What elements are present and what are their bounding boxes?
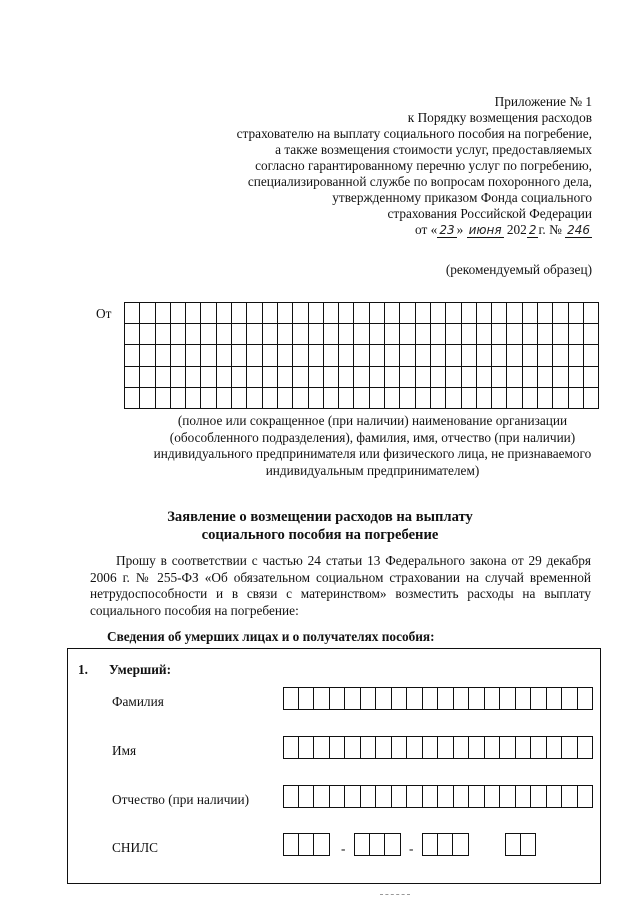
from-grid-cell[interactable] [156,388,171,409]
from-grid-cell[interactable] [538,345,553,366]
from-grid-cell[interactable] [217,388,232,409]
header-line-2: к Порядку возмещения расходов [407,110,592,125]
header-line-5: согласно гарантированному перечню услуг по погребению, [255,158,592,173]
from-grid-cell[interactable] [263,324,278,345]
from-grid-cell[interactable] [446,324,461,345]
from-grid-cell[interactable] [553,367,568,388]
from-grid-cell[interactable] [553,388,568,409]
from-grid-cell[interactable] [446,367,461,388]
from-grid-cell[interactable] [125,324,140,345]
from-grid-cell[interactable] [492,367,507,388]
char-cell[interactable] [407,736,423,759]
from-grid-cell[interactable] [140,303,155,324]
from-grid-cell[interactable] [584,324,599,345]
from-grid-cell[interactable] [354,324,369,345]
from-grid-cell[interactable] [201,324,216,345]
char-cell[interactable] [438,736,454,759]
from-grid-cell[interactable] [156,367,171,388]
from-grid-cell[interactable] [492,303,507,324]
title-line-1: Заявление о возмещении расходов на выплату [167,509,473,525]
from-grid-cell[interactable] [278,367,293,388]
from-grid-cell[interactable] [339,388,354,409]
char-cell[interactable] [361,785,377,808]
char-cell[interactable] [345,736,361,759]
request-paragraph: Прошу в соответствии с частью 24 статьи 13 Федерального закона от 29 декабря 2006 г. № 255-ФЗ «Об обязательном социальном страховании на случай временной нетрудоспособности и в связи с материнством» возместить расходы на выплату социального пособия на погребение: [90,553,591,618]
from-grid-cell[interactable] [354,303,369,324]
char-cell[interactable] [578,687,594,710]
char-cell[interactable] [454,736,470,759]
from-grid-cell[interactable] [339,324,354,345]
from-grid-cell[interactable] [278,324,293,345]
from-grid-cell[interactable] [462,345,477,366]
section-title: Сведения об умерших лицах и о получателях пособия: [107,629,435,644]
snils-cells-group-3[interactable] [422,833,469,856]
from-grid-cell[interactable] [247,367,262,388]
header-line-7: утвержденному приказом Фонда социального [332,190,592,205]
from-grid-cell[interactable] [462,388,477,409]
from-entry-grid[interactable] [124,302,599,409]
from-grid-cell[interactable] [507,303,522,324]
from-grid-cell[interactable] [309,367,324,388]
from-grid-cell[interactable] [507,324,522,345]
from-grid-cell[interactable] [309,388,324,409]
from-grid-cell[interactable] [309,303,324,324]
from-grid-cell[interactable] [201,345,216,366]
date-year-prefix: 202 [506,222,527,237]
from-grid-cell[interactable] [507,345,522,366]
snils-cells-group-2[interactable] [354,833,401,856]
name-cells[interactable] [283,736,593,759]
char-cell[interactable] [500,736,516,759]
from-grid-cell[interactable] [263,303,278,324]
from-grid-cell[interactable] [538,324,553,345]
header-line-6: специализированной службе по вопросам похоронного дела, [247,174,592,189]
from-caption: (полное или сокращенное (при наличии) наименование организации (обособленного подразделения), фамилия, имя, отчество (при наличии) индивидуального предпринимателя или физического лица, не признаваемого индивидуальным предпринимателем) [153,413,592,478]
char-cell[interactable] [485,687,501,710]
from-grid-cell[interactable] [171,367,186,388]
from-grid-cell[interactable] [416,367,431,388]
from-grid-cell[interactable] [507,367,522,388]
from-grid-cell[interactable] [370,367,385,388]
from-grid-cell[interactable] [569,367,584,388]
from-grid-cell[interactable] [584,303,599,324]
char-cell[interactable] [385,833,401,856]
from-grid-cell[interactable] [507,388,522,409]
from-grid-cell[interactable] [477,324,492,345]
from-grid-cell[interactable] [477,367,492,388]
char-cell[interactable] [354,833,370,856]
from-grid-cell[interactable] [217,345,232,366]
from-grid-cell[interactable] [431,388,446,409]
char-cell[interactable] [392,785,408,808]
from-grid-cell[interactable] [278,345,293,366]
from-grid-cell[interactable] [446,345,461,366]
from-grid-cell[interactable] [385,324,400,345]
from-grid-cell[interactable] [278,388,293,409]
from-grid-cell[interactable] [523,324,538,345]
name-label: Имя [112,743,137,758]
char-cell[interactable] [485,736,501,759]
from-grid-cell[interactable] [492,345,507,366]
from-grid-cell[interactable] [232,303,247,324]
from-grid-cell[interactable] [140,367,155,388]
from-grid-cell[interactable] [370,303,385,324]
char-cell[interactable] [438,785,454,808]
char-cell[interactable] [407,785,423,808]
char-cell[interactable] [547,687,563,710]
from-grid-cell[interactable] [217,367,232,388]
document-title [60,508,580,544]
from-grid-cell[interactable] [186,345,201,366]
from-grid-cell[interactable] [400,367,415,388]
char-cell[interactable] [330,785,346,808]
from-grid-cell[interactable] [354,345,369,366]
from-grid-cell[interactable] [370,345,385,366]
char-cell[interactable] [392,736,408,759]
char-cell[interactable] [521,833,537,856]
char-cell[interactable] [469,687,485,710]
from-grid-cell[interactable] [247,303,262,324]
from-grid-cell[interactable] [446,388,461,409]
date-month-handwritten: июня [468,223,502,237]
char-cell[interactable] [516,687,532,710]
from-grid-cell[interactable] [446,303,461,324]
from-grid-cell[interactable] [400,324,415,345]
from-grid-cell[interactable] [232,388,247,409]
char-cell[interactable] [392,687,408,710]
char-cell[interactable] [500,687,516,710]
from-grid-cell[interactable] [370,388,385,409]
char-cell[interactable] [469,736,485,759]
snils-separator-1: - [341,841,346,856]
char-cell[interactable] [376,785,392,808]
date-day-handwritten: 23 [439,223,455,237]
from-grid-cell[interactable] [400,303,415,324]
char-cell[interactable] [283,736,299,759]
char-cell[interactable] [423,736,439,759]
char-cell[interactable] [299,736,315,759]
char-cell[interactable] [314,736,330,759]
header-date-line [415,222,592,238]
recommended-sample-label: (рекомендуемый образец) [445,262,592,277]
from-grid-cell[interactable] [553,345,568,366]
char-cell[interactable] [562,785,578,808]
snils-cells-control[interactable] [505,833,536,856]
from-grid-cell[interactable] [400,345,415,366]
from-grid-cell[interactable] [217,324,232,345]
char-cell[interactable] [454,785,470,808]
from-grid-cell[interactable] [553,324,568,345]
from-grid-cell[interactable] [309,345,324,366]
char-cell[interactable] [314,833,330,856]
from-grid-cell[interactable] [293,388,308,409]
char-cell[interactable] [299,785,315,808]
from-grid-cell[interactable] [140,324,155,345]
from-grid-cell[interactable] [324,324,339,345]
from-grid-cell[interactable] [431,345,446,366]
from-grid-cell[interactable] [354,388,369,409]
snils-cells-group-1[interactable] [283,833,330,856]
char-cell[interactable] [407,687,423,710]
from-grid-cell[interactable] [232,345,247,366]
from-grid-cell[interactable] [140,345,155,366]
from-grid-cell[interactable] [125,345,140,366]
char-cell[interactable] [423,687,439,710]
from-grid-cell[interactable] [293,303,308,324]
from-grid-cell[interactable] [354,367,369,388]
from-grid-cell[interactable] [186,388,201,409]
char-cell[interactable] [370,833,386,856]
from-grid-cell[interactable] [385,388,400,409]
date-suffix: г. № [538,222,562,237]
from-label: От [96,306,112,321]
surname-label: Фамилия [112,694,164,709]
from-grid-cell[interactable] [385,303,400,324]
char-cell[interactable] [283,687,299,710]
char-cell[interactable] [423,785,439,808]
from-grid-cell[interactable] [385,345,400,366]
from-grid-cell[interactable] [523,388,538,409]
from-grid-cell[interactable] [584,345,599,366]
from-grid-cell[interactable] [293,345,308,366]
from-grid-cell[interactable] [477,345,492,366]
from-grid-cell[interactable] [171,345,186,366]
from-grid-cell[interactable] [186,303,201,324]
header-line-8: страхования Российской Федерации [387,206,592,221]
patronymic-cells[interactable] [283,785,593,808]
char-cell[interactable] [345,785,361,808]
char-cell[interactable] [531,736,547,759]
from-grid-cell[interactable] [247,388,262,409]
from-grid-cell[interactable] [462,303,477,324]
from-grid-cell[interactable] [201,303,216,324]
surname-cells[interactable] [283,687,593,710]
from-grid-cell[interactable] [324,345,339,366]
char-cell[interactable] [578,736,594,759]
char-cell[interactable] [516,785,532,808]
from-grid-cell[interactable] [569,388,584,409]
char-cell[interactable] [314,785,330,808]
from-grid-cell[interactable] [538,367,553,388]
from-grid-cell[interactable] [370,324,385,345]
char-cell[interactable] [438,833,454,856]
char-cell[interactable] [330,736,346,759]
page-footer-mark [380,894,410,896]
from-grid-cell[interactable] [523,303,538,324]
from-grid-cell[interactable] [431,367,446,388]
from-grid-cell[interactable] [232,367,247,388]
char-cell[interactable] [345,687,361,710]
deceased-info-box [67,648,601,884]
from-grid-cell[interactable] [293,324,308,345]
from-grid-cell[interactable] [263,367,278,388]
from-grid-cell[interactable] [171,324,186,345]
from-grid-cell[interactable] [523,345,538,366]
char-cell[interactable] [453,833,469,856]
from-grid-cell[interactable] [523,367,538,388]
from-grid-cell[interactable] [431,303,446,324]
char-cell[interactable] [531,785,547,808]
date-year-handwritten: 2 [528,223,537,237]
date-prefix: от « [415,222,438,237]
from-grid-cell[interactable] [247,345,262,366]
from-grid-cell[interactable] [156,303,171,324]
from-grid-cell[interactable] [125,388,140,409]
char-cell[interactable] [562,736,578,759]
from-grid-cell[interactable] [538,388,553,409]
char-cell[interactable] [578,785,594,808]
from-grid-cell[interactable] [309,324,324,345]
snils-separator-2: - [409,841,414,856]
from-grid-cell[interactable] [477,388,492,409]
item-title: Умерший: [109,662,171,677]
from-grid-cell[interactable] [416,345,431,366]
from-grid-cell[interactable] [201,388,216,409]
char-cell[interactable] [299,687,315,710]
char-cell[interactable] [330,687,346,710]
from-grid-cell[interactable] [385,367,400,388]
from-grid-cell[interactable] [171,388,186,409]
from-grid-cell[interactable] [186,324,201,345]
from-grid-cell[interactable] [263,345,278,366]
from-grid-cell[interactable] [584,388,599,409]
order-number-handwritten: 246 [567,223,590,237]
from-grid-cell[interactable] [324,303,339,324]
from-grid-cell[interactable] [263,388,278,409]
char-cell[interactable] [283,833,299,856]
from-grid-cell[interactable] [140,388,155,409]
from-grid-cell[interactable] [553,303,568,324]
from-grid-cell[interactable] [171,303,186,324]
from-grid-cell[interactable] [416,324,431,345]
from-grid-cell[interactable] [339,345,354,366]
char-cell[interactable] [547,785,563,808]
header-line-3: страхователю на выплату социального пособия на погребение, [236,126,592,141]
snils-label: СНИЛС [112,840,158,855]
char-cell[interactable] [422,833,438,856]
char-cell[interactable] [531,687,547,710]
from-grid-cell[interactable] [416,388,431,409]
item-number: 1. [78,662,88,677]
char-cell[interactable] [299,833,315,856]
from-grid-cell[interactable] [431,324,446,345]
date-mid: » [456,222,464,237]
char-cell[interactable] [376,736,392,759]
title-line-2: социального пособия на погребение [201,527,439,543]
from-grid-cell[interactable] [584,367,599,388]
from-grid-cell[interactable] [462,324,477,345]
from-grid-cell[interactable] [339,303,354,324]
from-grid-cell[interactable] [569,345,584,366]
header-line-1: Приложение № 1 [494,94,592,109]
char-cell[interactable] [314,687,330,710]
from-grid-cell[interactable] [324,388,339,409]
from-grid-cell[interactable] [232,324,247,345]
from-grid-cell[interactable] [400,388,415,409]
from-grid-cell[interactable] [156,324,171,345]
from-grid-cell[interactable] [278,303,293,324]
from-grid-cell[interactable] [247,324,262,345]
char-cell[interactable] [469,785,485,808]
header-line-4: а также возмещения стоимости услуг, предоставляемых [275,142,592,157]
char-cell[interactable] [438,687,454,710]
char-cell[interactable] [376,687,392,710]
from-grid-cell[interactable] [477,303,492,324]
from-grid-cell[interactable] [416,303,431,324]
char-cell[interactable] [516,736,532,759]
char-cell[interactable] [361,687,377,710]
from-grid-cell[interactable] [569,303,584,324]
char-cell[interactable] [505,833,521,856]
from-grid-cell[interactable] [156,345,171,366]
from-grid-cell[interactable] [125,303,140,324]
from-grid-cell[interactable] [339,367,354,388]
from-grid-cell[interactable] [201,367,216,388]
char-cell[interactable] [454,687,470,710]
from-grid-cell[interactable] [538,303,553,324]
from-grid-cell[interactable] [492,388,507,409]
from-grid-cell[interactable] [324,367,339,388]
from-grid-cell[interactable] [293,367,308,388]
from-grid-cell[interactable] [492,324,507,345]
from-grid-cell[interactable] [186,367,201,388]
char-cell[interactable] [562,687,578,710]
char-cell[interactable] [485,785,501,808]
char-cell[interactable] [500,785,516,808]
patronymic-label: Отчество (при наличии) [112,792,250,807]
from-grid-cell[interactable] [125,367,140,388]
from-grid-cell[interactable] [462,367,477,388]
char-cell[interactable] [361,736,377,759]
char-cell[interactable] [283,785,299,808]
from-grid-cell[interactable] [217,303,232,324]
from-grid-cell[interactable] [569,324,584,345]
char-cell[interactable] [547,736,563,759]
